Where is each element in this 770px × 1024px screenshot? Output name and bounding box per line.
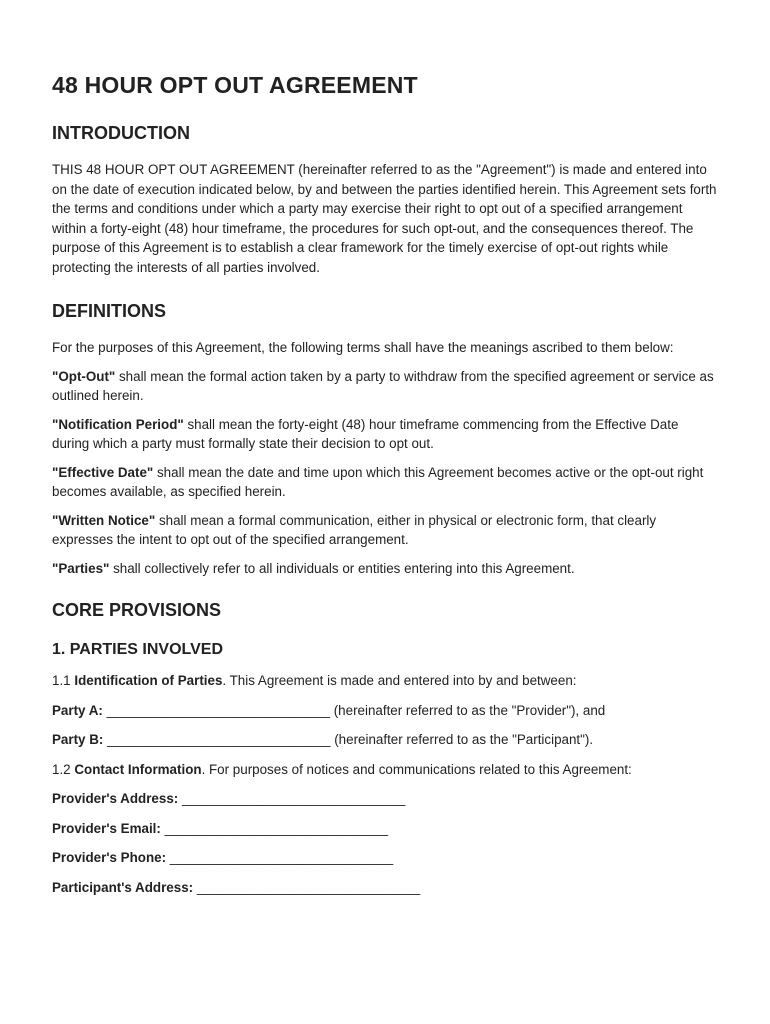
- definition-term: "Parties": [52, 560, 110, 576]
- field-label: Participant's Address:: [52, 879, 194, 895]
- provider-phone-line: [52, 848, 718, 868]
- definitions-lead: For the purposes of this Agreement, the following terms shall have the meanings ascribed to them below:: [52, 340, 674, 355]
- field-label: Provider's Email:: [52, 820, 161, 836]
- field-blank: ______________________________: [160, 820, 389, 836]
- party-a-line: [52, 701, 718, 721]
- field-blank: ______________________________: [193, 879, 421, 895]
- clause-number: 1.1: [52, 673, 75, 688]
- clause-1-1: [52, 671, 718, 691]
- definition-notification-period: [52, 415, 718, 454]
- definition-term: "Notification Period": [52, 416, 184, 432]
- clause-title: Contact Information: [74, 761, 202, 777]
- clause-number: 1.2: [52, 761, 75, 777]
- definition-text: shall mean the date and time upon which this Agreement becomes active or the opt-out right becomes available, as specified herein.: [52, 464, 704, 499]
- definition-parties: [52, 559, 718, 579]
- party-a-blank: ______________________________ (hereinafter referred to as the "Provider"), and: [102, 702, 606, 718]
- definition-term: "Opt-Out": [52, 368, 116, 384]
- definitions-heading: DEFINITIONS: [52, 301, 167, 321]
- definition-text: shall collectively refer to all individuals or entities entering into this Agreement.: [109, 560, 575, 576]
- definition-text: shall mean a formal communication, either in physical or electronic form, that clearly expresses the intent to opt out of the specified arrangement.: [52, 512, 657, 547]
- clause-title: Identification of Parties: [74, 673, 223, 688]
- clause-text: . This Agreement is made and entered into by and between:: [222, 673, 577, 688]
- definition-text: shall mean the formal action taken by a party to withdraw from the specified agreement or service as outlined herein.: [52, 368, 714, 403]
- definition-text: shall mean the forty-eight (48) hour timeframe commencing from the Effective Date during which a party must formally state their decision to opt out.: [52, 416, 679, 451]
- definition-written-notice: [52, 511, 718, 550]
- clause-1-2: [52, 760, 718, 780]
- field-label: Provider's Address:: [52, 791, 179, 806]
- introduction-heading: INTRODUCTION: [52, 123, 190, 143]
- section-parties-involved-heading: 1. PARTIES INVOLVED: [52, 641, 223, 658]
- definition-term: "Effective Date": [52, 464, 154, 480]
- clause-text: . For purposes of notices and communications related to this Agreement:: [201, 761, 632, 777]
- participant-address-line: [52, 878, 718, 898]
- party-b-blank: ______________________________ (hereinafter referred to as the "Participant").: [103, 732, 594, 747]
- provider-email-line: [52, 819, 718, 839]
- definition-opt-out: [52, 367, 718, 406]
- party-b-line: [52, 730, 718, 750]
- definition-effective-date: [52, 463, 718, 502]
- core-provisions-heading: CORE PROVISIONS: [52, 600, 222, 620]
- introduction-text: THIS 48 HOUR OPT OUT AGREEMENT (hereinafter referred to as the "Agreement") is made and entered into on the date of execution indicated below, by and between the parties identified herein. This Agreement sets forth the terms and conditions under which a party may exercise their right to opt out of a specified arrangement within a forty-eight (48) hour timeframe, the procedures for such opt-out, and the consequences thereof. The purpose of this Agreement is to establish a clear framework for the timely exercise of opt-out rights while protecting the interests of all parties involved.: [52, 162, 717, 275]
- field-label: Provider's Phone:: [52, 850, 167, 865]
- document-title: 48 HOUR OPT OUT AGREEMENT: [52, 72, 418, 98]
- provider-address-line: [52, 789, 718, 809]
- field-blank: ______________________________: [166, 850, 394, 865]
- field-blank: ______________________________: [178, 791, 406, 806]
- party-a-label: Party A:: [52, 702, 103, 718]
- party-b-label: Party B:: [52, 732, 104, 747]
- definition-term: "Written Notice": [52, 512, 156, 528]
